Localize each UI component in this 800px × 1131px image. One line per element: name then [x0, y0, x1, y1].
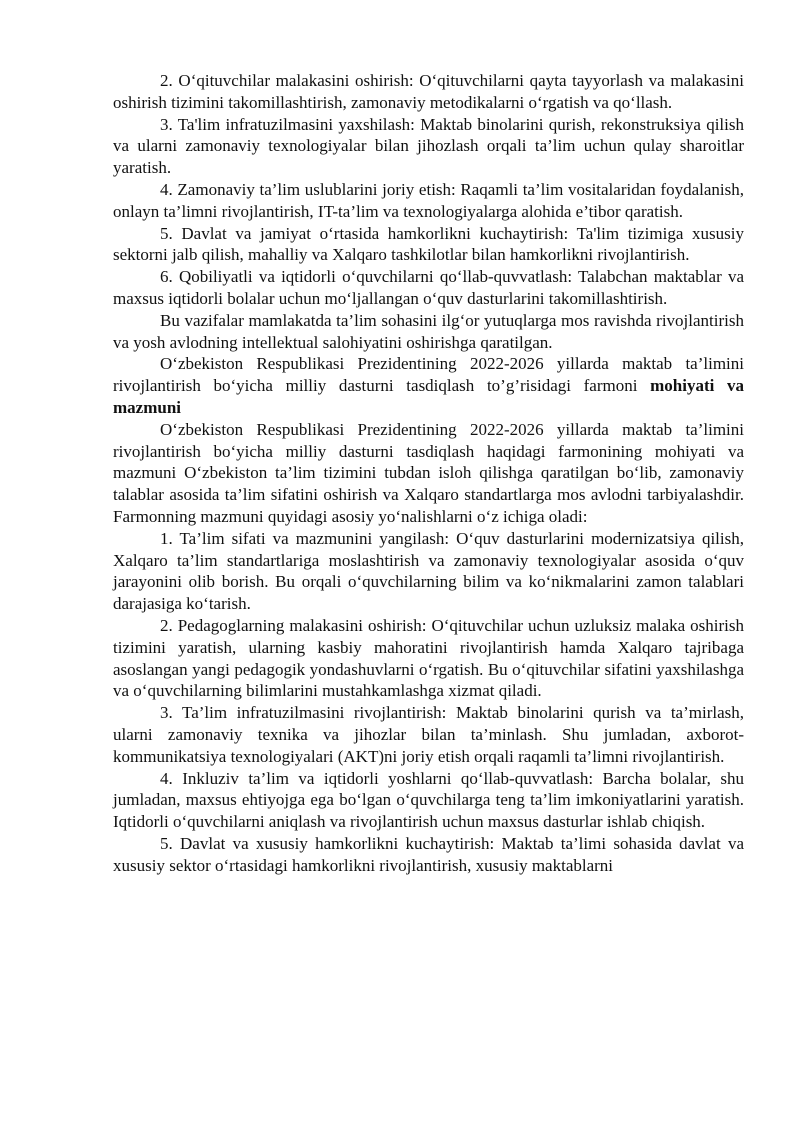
paragraph-item-3: 3. Ta'lim infratuzilmasini yaxshilash: Maktab binolarini qurish, rekonstruksiya qilish va ularni zamonaviy texnologiyalar bilan jihozlash orqali ta’lim uchun qulay sharoitlar yaratish. [113, 114, 744, 178]
paragraph-item-5: 5. Davlat va jamiyat o‘rtasida hamkorlikni kuchaytirish: Ta'lim tizimiga xususiy sektorni jalb qilish, mahalliy va Xalqaro tashkilotlar bilan hamkorlikni rivojlantirish. [113, 223, 744, 265]
paragraph-direction-5: 5. Davlat va xususiy hamkorlikni kuchaytirish: Maktab ta’limi sohasida davlat va xususiy sektor o‘rtasidagi hamkorlikni rivojlantirish, xususiy maktablarni [113, 833, 744, 875]
paragraph-direction-1: 1. Ta’lim sifati va mazmunini yangilash: O‘quv dasturlarini modernizatsiya qilish, Xalqaro ta’lim standartlariga moslashtirish va zamonaviy texnologiyalar asosida o‘quv jarayonini olib borish. Bu orqali o‘quvchilarning bilim va ko‘nikmalarini zamon talablari darajasiga ko‘tarish. [113, 528, 744, 614]
paragraph-intro: O‘zbekiston Respublikasi Prezidentining 2022-2026 yillarda maktab ta’limini rivojlantirish bo‘yicha milliy dasturni tasdiqlash haqidagi farmonining mohiyati va mazmuni O‘zbekiston ta’lim tizimini tubdan isloh qilishga qaratilgan bo‘lib, zamonaviy talablar asosida ta’lim sifatini oshirish va Xalqaro standartlarga mos avlodni tarbiyalashdir. Farmonning mazmuni quyidagi asosiy yo‘nalishlarni o‘z ichiga oladi: [113, 419, 744, 526]
paragraph-direction-2: 2. Pedagoglarning malakasini oshirish: O‘qituvchilar uchun uzluksiz malaka oshirish tizimini yaratish, ularning kasbiy mahoratini rivojlantirish hamda Xalqaro tajribaga asoslangan yangi pedagogik yondashuvlarni o‘rgatish. Bu o‘qituvchilar sifatini yaxshilashga va o‘quvchilarning bilimlarini mustahkamlashga xizmat qiladi. [113, 615, 744, 701]
heading-text: O‘zbekiston Respublikasi Prezidentining 2022-2026 yillarda maktab ta’limini rivojlantirish bo‘yicha milliy dasturni tasdiqlash to’g’risidagi farmoni [113, 354, 744, 396]
paragraph-item-4: 4. Zamonaviy ta’lim uslublarini joriy etish: Raqamli ta’lim vositalaridan foydalanish, onlayn ta’limni rivojlantirish, IT-ta’lim va texnologiyalarga alohida e’tibor qaratish. [113, 179, 744, 221]
paragraph-summary: Bu vazifalar mamlakatda ta’lim sohasini ilg‘or yutuqlarga mos ravishda rivojlantirish va yosh avlodning intellektual salohiyatini oshirishga qaratilgan. [113, 310, 744, 352]
paragraph-item-2: 2. O‘qituvchilar malakasini oshirish: O‘qituvchilarni qayta tayyorlash va malakasini oshirish tizimini takomillashtirish, zamonaviy metodikalarni o‘rgatish va qo‘llash. [113, 71, 744, 112]
document-page [113, 70, 744, 876]
paragraph-direction-3: 3. Ta’lim infratuzilmasini rivojlantirish: Maktab binolarini qurish va ta’mirlash, ularni zamonaviy texnika va jihozlar bilan ta’minlash. Shu jumladan, axborot-kommunikatsiya texnologiyalari (AKT)ni joriy etish orqali raqamli ta’limni rivojlantirish. [113, 703, 744, 766]
paragraph-item-6: 6. Qobiliyatli va iqtidorli o‘quvchilarni qo‘llab-quvvatlash: Talabchan maktablar va maxsus iqtidorli bolalar uchun mo‘ljallangan o‘quv dasturlarini takomillashtirish. [113, 267, 744, 308]
heading-bold-text: mohiyati va mazmuni [113, 376, 744, 417]
paragraph-direction-4: 4. Inkluziv ta’lim va iqtidorli yoshlarni qo‘llab-quvvatlash: Barcha bolalar, shu jumladan, maxsus ehtiyojga ega bo‘lgan o‘quvchilarga teng ta’lim imkoniyatlarini yaratish. Iqtidorli o‘quvchilarni aniqlash va rivojlantirish uchun maxsus dasturlar ishlab chiqish. [113, 768, 744, 832]
section-heading [113, 353, 744, 418]
